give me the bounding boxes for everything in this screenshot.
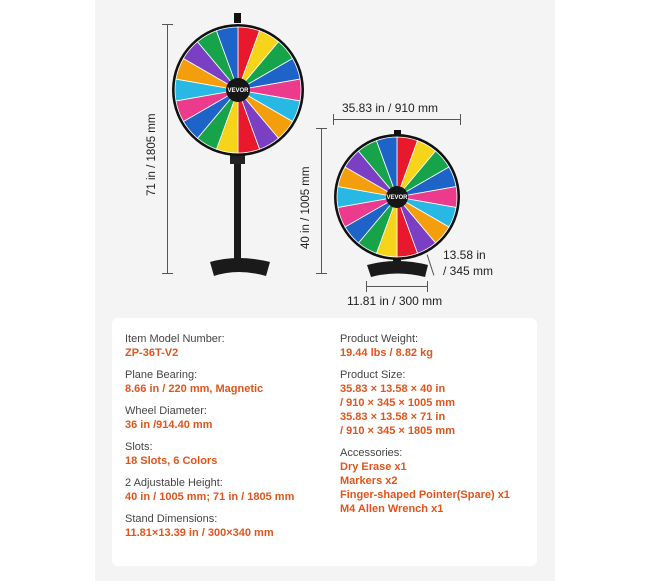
large-wheel-base <box>210 258 270 276</box>
spec-value: 18 Slots, 6 Colors <box>125 455 218 467</box>
brand-logo-text: VEVOR <box>227 88 249 94</box>
spec-label: Plane Bearing: <box>125 369 198 381</box>
small-wheel <box>334 134 460 260</box>
brand-logo-text: VEVOR <box>386 195 408 201</box>
large-wheel <box>172 24 304 156</box>
spec-value: Dry Erase x1 <box>340 461 407 473</box>
small-width-label: 35.83 in / 910 mm <box>342 101 439 115</box>
base-depth-label-2: / 345 mm <box>443 264 494 278</box>
spec-label: Stand Dimensions: <box>125 513 218 525</box>
spec-value: 36 in /914.40 mm <box>125 419 213 431</box>
spec-value: ZP-36T-V2 <box>125 347 179 359</box>
spec-column-right <box>340 332 510 516</box>
spec-value: / 910 × 345 × 1805 mm <box>340 425 455 437</box>
small-wheel-base <box>367 261 428 277</box>
base-width-line <box>366 286 428 287</box>
spec-card <box>112 318 537 566</box>
spec-label: 2 Adjustable Height: <box>125 477 223 489</box>
spec-label: Slots: <box>125 441 153 453</box>
spec-value: Finger-shaped Pointer(Spare) x1 <box>340 489 510 501</box>
spec-value: 19.44 lbs / 8.82 kg <box>340 347 433 359</box>
spec-value: 8.66 in / 220 mm, Magnetic <box>125 383 264 395</box>
spec-value: 35.83 × 13.58 × 40 in <box>340 383 446 395</box>
small-height-line <box>321 128 322 274</box>
spec-column-left <box>125 332 294 540</box>
spec-label: Wheel Diameter: <box>125 405 207 417</box>
spec-label: Product Size: <box>340 369 406 381</box>
large-wheel-illustration <box>170 10 310 285</box>
base-depth-label-1: 13.58 in <box>443 248 486 262</box>
large-wheel-pole <box>234 150 241 262</box>
spec-label: Item Model Number: <box>125 333 225 345</box>
spec-label: Product Weight: <box>340 333 419 345</box>
spec-value: Markers x2 <box>340 475 398 487</box>
spec-value: M4 Allen Wrench x1 <box>340 503 444 515</box>
spec-value: 40 in / 1005 mm; 71 in / 1805 mm <box>125 491 295 503</box>
small-height-label: 40 in / 1005 mm <box>300 166 312 249</box>
base-width-label: 11.81 in / 300 mm <box>347 294 443 308</box>
spec-label: Accessories: <box>340 447 403 459</box>
large-height-label: 71 in / 1805 mm <box>146 113 158 196</box>
spec-value: 35.83 × 13.58 × 71 in <box>340 411 446 423</box>
small-width-line <box>333 119 461 120</box>
spec-value: 11.81×13.39 in / 300×340 mm <box>125 527 274 539</box>
spec-value: / 910 × 345 × 1005 mm <box>340 397 455 409</box>
large-height-line <box>167 24 168 274</box>
